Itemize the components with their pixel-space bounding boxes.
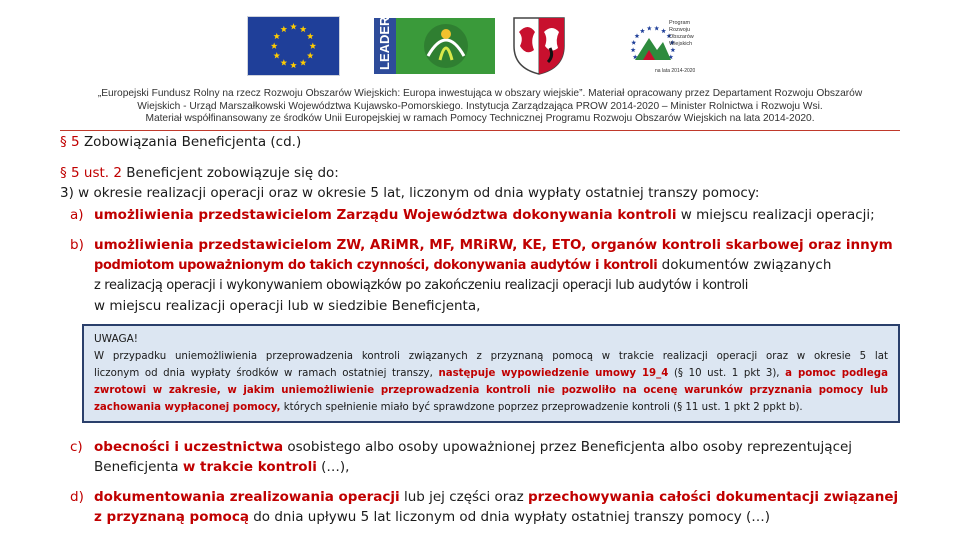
page-title: [60, 134, 301, 150]
item-d-bold-2: przechowywania całości dokumentacji związanej: [527, 489, 899, 505]
item-b-line-3: z realizacją operacji i wykonywaniem obowiązków po zakończeniu realizacji operacji lub audytów i kontroli: [94, 278, 749, 293]
kujawsko-pomorskie-coat-of-arms-icon: [510, 16, 568, 76]
warning-line-4-b: których spełnienie miało być sprawdzone poprzez przeprowadzenie kontroli (§ 11 ust. 1 pkt 2 ppkt b).: [283, 402, 803, 413]
list-item-d: [70, 487, 898, 527]
item-a-label: a): [70, 207, 84, 223]
prow-star-icon: [631, 40, 636, 45]
item-c-bold-1: obecności i uczestnictwa: [94, 439, 284, 455]
section-symbol: § 5: [60, 134, 80, 150]
item-d-text-2: do dnia upływu 5 lat liczonym od dnia wypłaty ostatniej transzy pomocy (…): [253, 509, 771, 525]
section-title-text: Zobowiązania Beneficjenta (cd.): [83, 134, 302, 150]
intro-block: [60, 163, 759, 203]
warning-line-4: [94, 399, 888, 416]
intro-reference: § 5 ust. 2: [60, 165, 122, 181]
prow-text-4: Wiejskich: [669, 41, 693, 47]
caption-line-3: Materiał współfinansowany ze środków Unii Europejskiej w ramach Pomocy Technicznej Programu Rozwoju Obszarów Wiejskich na lata 2014-2020.: [145, 113, 815, 125]
item-b-line-4: w miejscu realizacji operacji lub w siedzibie Beneficjenta,: [94, 298, 481, 314]
warning-title: UWAGA!: [94, 333, 139, 345]
item-d-bold-3: z przyznaną pomocą: [94, 509, 249, 525]
eu-flag-icon: [247, 16, 340, 76]
item-c-text-1: osobistego albo osoby upoważnionej przez Beneficjenta albo osoby reprezentującej: [287, 439, 853, 455]
warning-line-3: zwrotowi w zakresie, w jakim uniemożliwienie przeprowadzenia kontroli nie pozwoliło na ocenę warunków przyznania pomocy lub: [94, 385, 888, 396]
caption-line-2: Wiejskich - Urząd Marszałkowski Województwa Kujawsko-Pomorskiego. Instytucja Zarządzająca PROW 2014-2020 – Minister Rolnictwa i Rozwoju Wsi.: [137, 100, 823, 112]
item-a-rest: w miejscu realizacji operacji;: [680, 207, 875, 223]
warning-line-1: W przypadku uniemożliwienia przeprowadzenia kontroli związanych z przyznaną pomocą w trakcie realizacji operacji oraz w okresie 5 lat: [94, 351, 888, 362]
logo-bar: [0, 12, 960, 78]
list-item-c: [70, 437, 852, 477]
prow-star-icon: [670, 47, 675, 52]
prow-star-icon: [631, 47, 636, 52]
leader-logo-icon: [372, 16, 497, 76]
item-c-text-3: (…),: [321, 459, 350, 475]
list-item-b: [70, 235, 893, 316]
item-b-line-2-bold: podmiotom upoważnionym do takich czynności, dokonywania audytów i kontroli: [94, 258, 658, 273]
intro-text: Beneficjent zobowiązuje się do:: [126, 165, 339, 181]
prow-star-icon: [654, 26, 659, 31]
prow-text-5: na lata 2014-2020: [655, 68, 695, 74]
warning-box: [82, 324, 900, 423]
item-d-label: d): [70, 489, 84, 505]
item-b-line-1: umożliwienia przedstawicielom ZW, ARiMR, MF, MRiRW, KE, ETO, organów kontroli skarbowej oraz innym: [94, 237, 893, 253]
item-c-label: c): [70, 439, 83, 455]
warning-line-2-c: (§ 10 ust. 1 pkt 3),: [673, 368, 780, 379]
prow-text-3: Obszarów: [669, 34, 694, 40]
prow-star-icon: [640, 28, 645, 33]
warning-line-2: [94, 365, 888, 382]
prow-star-icon: [647, 26, 652, 31]
warning-line-4-a: zachowania wypłaconej pomocy,: [94, 402, 281, 413]
list-item-a: [70, 205, 875, 225]
prow-text-2: Rozwoju: [669, 27, 691, 33]
intro-point-3: 3) w okresie realizacji operacji oraz w okresie 5 lat, liczonym od dnia wypłaty ostatniej transzy pomocy:: [60, 185, 760, 201]
prow-star-icon: [661, 28, 666, 33]
leader-text: LEADER: [377, 16, 392, 70]
warning-line-2-a: liczonym od dnia wypłaty środków w ramach ostatniej transzy,: [94, 368, 433, 379]
prow-logo-icon: [625, 16, 695, 76]
item-c-bold-2: w trakcie kontroli: [182, 459, 317, 475]
warning-line-2-d: a pomoc podlega: [785, 368, 888, 379]
item-b-label: b): [70, 237, 84, 253]
divider: [60, 130, 900, 131]
prow-text-1: Program: [669, 20, 691, 26]
warning-line-2-b: następuje wypowiedzenie umowy 19_4: [438, 368, 669, 379]
funding-caption: [60, 88, 900, 126]
item-d-bold-1: dokumentowania zrealizowania operacji: [94, 489, 400, 505]
item-c-text-2: Beneficjenta: [94, 459, 179, 475]
item-b-line-2-rest: dokumentów związanych: [661, 257, 832, 273]
item-a-bold: umożliwienia przedstawicielom Zarządu Województwa dokonywania kontroli: [94, 207, 677, 223]
prow-star-icon: [635, 33, 640, 38]
caption-line-1: „Europejski Fundusz Rolny na rzecz Rozwoju Obszarów Wiejskich: Europa inwestująca w obszary wiejskie”. Materiał opracowany przez Departament Rozwoju Obszarów: [97, 88, 863, 99]
item-d-text-1: lub jej części oraz: [403, 489, 524, 505]
